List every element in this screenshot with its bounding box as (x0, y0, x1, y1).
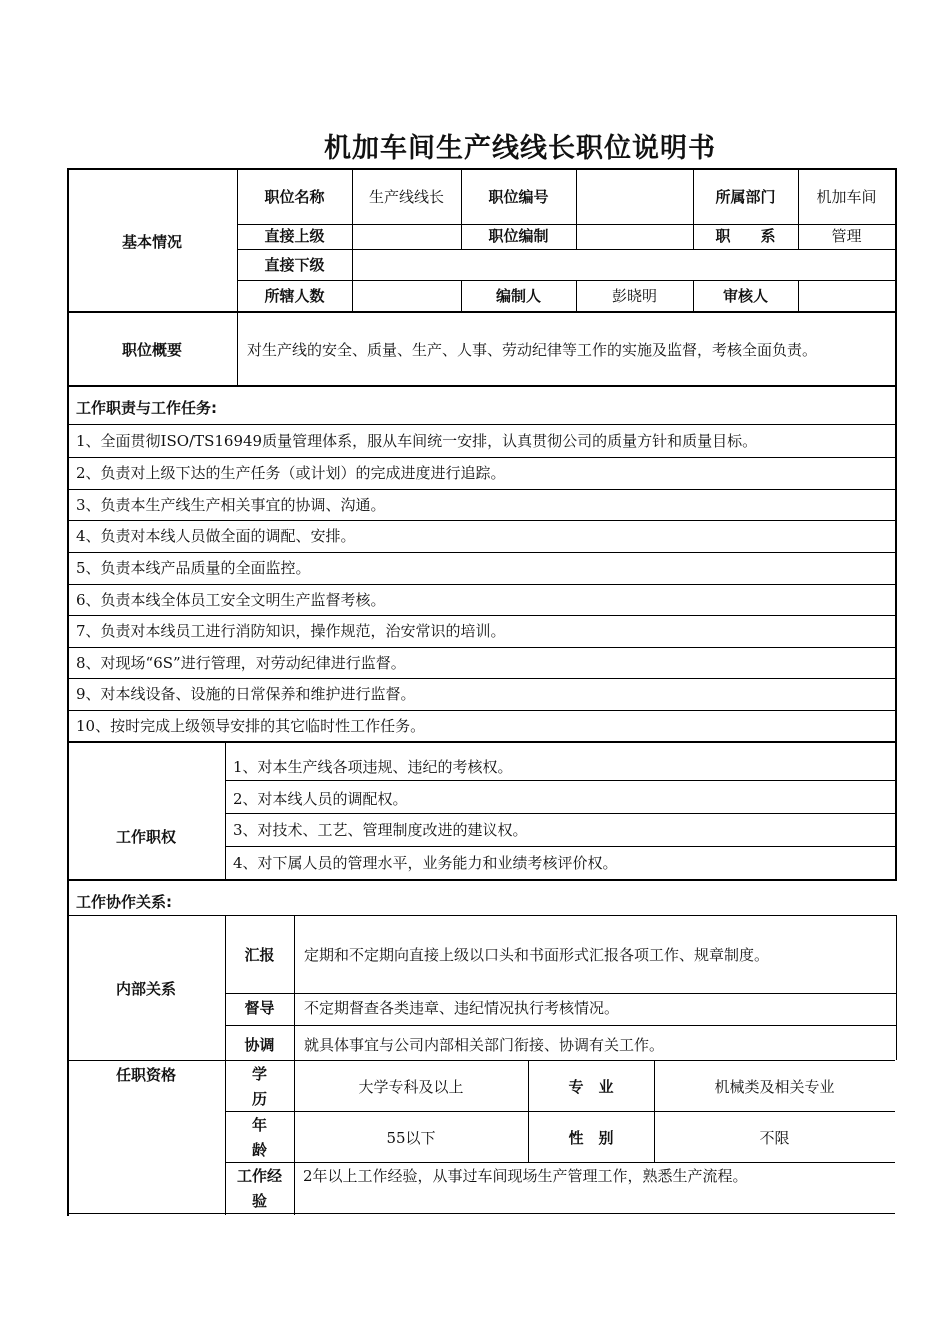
gender-label: 性 别 (568, 1129, 614, 1147)
basic-section-label: 基本情况 (121, 233, 182, 251)
headcount-label: 所辖人数 (264, 287, 325, 305)
qualification-label: 任职资格 (115, 1066, 176, 1084)
rank-label: 职 系 (715, 227, 776, 245)
duty-item: 2、负责对上级下达的生产任务（或计划）的完成进度进行追踪。 (76, 464, 506, 482)
major-label: 专 业 (568, 1078, 614, 1096)
report-text: 定期和不定期向直接上级以口头和书面形式汇报各项工作、规章制度。 (304, 946, 770, 964)
duty-item: 8、对现场“6S”进行管理，对劳动纪律进行监督。 (76, 654, 406, 672)
gender-value: 不限 (759, 1129, 790, 1147)
summary-text: 对生产线的安全、质量、生产、人事、劳动纪律等工作的实施及监督，考核全面负责。 (247, 341, 818, 359)
authority-item: 1、对本生产线各项违规、违纪的考核权。 (233, 758, 513, 776)
summary-label: 职位概要 (121, 341, 182, 359)
page-title: 机加车间生产线线长职位说明书 (324, 133, 716, 164)
duty-item: 9、对本线设备、设施的日常保养和维护进行监督。 (76, 685, 416, 703)
duty-item: 7、负责对本线员工进行消防知识，操作规范，治安常识的培训。 (76, 622, 506, 640)
supervise-label: 督导 (244, 999, 275, 1017)
duty-item: 3、负责本生产线生产相关事宜的协调、沟通。 (76, 496, 386, 514)
authority-label: 工作职权 (115, 828, 176, 846)
department-label: 所属部门 (715, 188, 776, 206)
rank-value: 管理 (831, 227, 862, 245)
coordinate-label: 协调 (244, 1036, 275, 1054)
authority-item: 4、对下属人员的管理水平，业务能力和业绩考核评价权。 (233, 854, 618, 872)
internal-relations-label: 内部关系 (115, 980, 176, 998)
duty-item: 5、负责本线产品质量的全面监控。 (76, 559, 311, 577)
age-label: 龄 (251, 1141, 267, 1159)
duty-item: 10、按时完成上级领导安排的其它临时性工作任务。 (76, 717, 426, 735)
age-label: 年 (251, 1116, 267, 1134)
duties-header: 工作职责与工作任务: (76, 399, 217, 417)
duty-item: 6、负责本线全体员工安全文明生产监督考核。 (76, 591, 386, 609)
age-value: 55以下 (386, 1129, 436, 1147)
position-name-value: 生产线线长 (368, 188, 444, 206)
major-value: 机械类及相关专业 (714, 1078, 835, 1096)
position-code-label: 职位编号 (488, 188, 549, 206)
duty-item: 1、全面贯彻ISO/TS16949质量管理体系，服从车间统一安排，认真贯彻公司的质量方针和质量目标。 (76, 432, 758, 450)
education-value: 大学专科及以上 (358, 1078, 464, 1096)
author-value: 彭晓明 (611, 287, 657, 305)
direct-subordinate-label: 直接下级 (264, 256, 325, 274)
position-name-label: 职位名称 (264, 188, 325, 206)
supervise-text: 不定期督查各类违章、违纪情况执行考核情况。 (304, 999, 620, 1017)
report-label: 汇报 (244, 946, 275, 964)
experience-label: 工作经 (236, 1167, 282, 1185)
coordinate-text: 就具体事宜与公司内部相关部门衔接、协调有关工作。 (304, 1036, 665, 1054)
experience-value: 2年以上工作经验，从事过车间现场生产管理工作，熟悉生产流程。 (303, 1167, 748, 1185)
authority-item: 2、对本线人员的调配权。 (233, 790, 408, 808)
experience-label: 验 (251, 1192, 267, 1210)
education-label: 学 (251, 1065, 267, 1083)
education-label: 历 (251, 1090, 267, 1108)
department-value: 机加车间 (816, 188, 877, 206)
duty-item: 4、负责对本线人员做全面的调配、安排。 (76, 527, 356, 545)
reviewer-label: 审核人 (722, 287, 768, 305)
establishment-label: 职位编制 (488, 227, 549, 245)
author-label: 编制人 (495, 287, 541, 305)
direct-superior-label: 直接上级 (264, 227, 325, 245)
relations-header: 工作协作关系: (76, 893, 172, 911)
authority-item: 3、对技术、工艺、管理制度改进的建议权。 (233, 821, 528, 839)
